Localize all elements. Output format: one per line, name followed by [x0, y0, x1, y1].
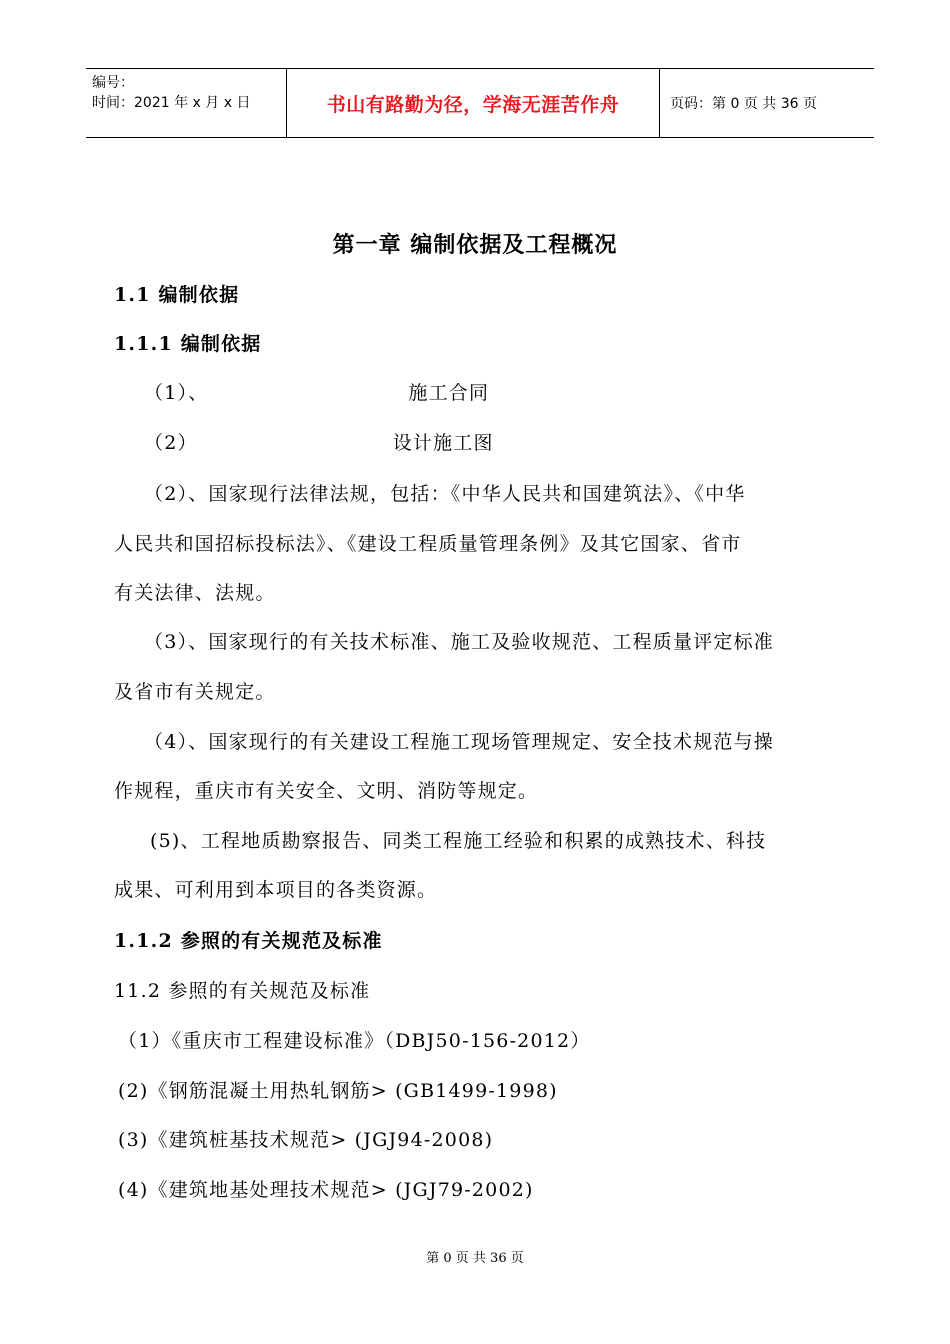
- paragraph-line: （3）、国家现行的有关技术标准、施工及验收规范、工程质量评定标准: [144, 631, 774, 653]
- standard-item: (2)《钢筋混凝土用热轧钢筋> (GB1499-1998): [118, 1080, 558, 1102]
- paragraph-line: 成果、可利用到本项目的各类资源。: [114, 879, 438, 901]
- paragraph-line: （4）、国家现行的有关建设工程施工现场管理规定、安全技术规范与操: [144, 731, 774, 753]
- paragraph-line: 有关法律、法规。: [114, 582, 276, 604]
- header-motto-cell: [286, 69, 660, 137]
- page-footer: 第 0 页 共 36 页: [426, 1251, 524, 1266]
- basis-item-2: [144, 428, 884, 455]
- number-label: 编号：: [92, 75, 134, 91]
- paragraph-line: 人民共和国招标投标法》、《建设工程质量管理条例》及其它国家、省市: [114, 533, 742, 555]
- standard-item: （1）《重庆市工程建设标准》（DBJ50-156-2012）: [118, 1030, 591, 1052]
- section-heading-1-1-2: 1.1.2 参照的有关规范及标准: [114, 930, 383, 952]
- header-meta: [86, 69, 286, 137]
- time-label: 时间：2021 年 x 月 x 日: [92, 95, 251, 111]
- page-label: 页码：第 0 页 共 36 页: [670, 96, 817, 112]
- standard-item: (4)《建筑地基处理技术规范> (JGJ79-2002): [118, 1179, 534, 1201]
- standard-item: (3)《建筑桩基技术规范> (JGJ94-2008): [118, 1129, 494, 1151]
- paragraph-line: (5)、工程地质勘察报告、同类工程施工经验和积累的成熟技术、科技: [150, 830, 767, 852]
- chapter-title: 第一章 编制依据及工程概况: [332, 232, 618, 258]
- section-heading-1-1-1: 1.1.1 编制依据: [114, 333, 262, 355]
- paragraph-line: 及省市有关规定。: [114, 681, 276, 703]
- basis-item-1: [144, 378, 884, 405]
- standards-intro: 11.2 参照的有关规范及标准: [114, 980, 371, 1002]
- basis-item-2-prefix: （2）: [144, 432, 198, 454]
- motto: 书山有路勤为径，学海无涯苦作舟: [326, 93, 620, 116]
- basis-item-1-text: 施工合同: [408, 382, 490, 404]
- paragraph-line: （2）、国家现行法律法规，包括：《中华人民共和国建筑法》、《中华: [144, 483, 746, 505]
- section-heading-1-1: 1.1 编制依据: [114, 284, 240, 306]
- basis-item-1-prefix: （1）、: [144, 382, 209, 404]
- basis-item-2-text: 设计施工图: [392, 432, 494, 454]
- document-header: [86, 68, 874, 138]
- paragraph-line: 作规程，重庆市有关安全、文明、消防等规定。: [114, 780, 539, 802]
